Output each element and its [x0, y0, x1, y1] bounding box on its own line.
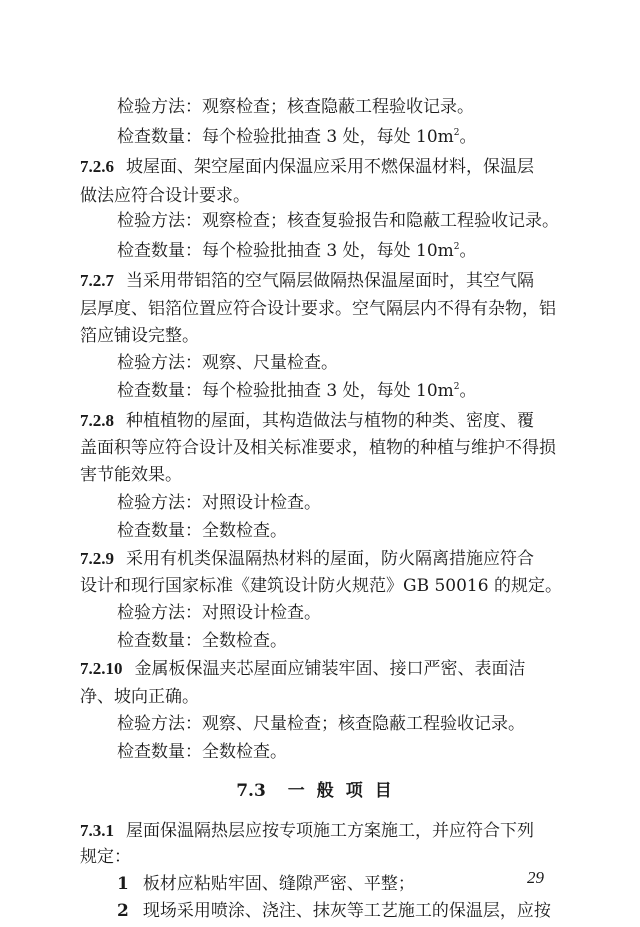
list-item-number: 1	[117, 874, 129, 894]
clause-number: 7.2.6	[80, 157, 114, 176]
section-heading	[0, 780, 640, 802]
text-line: 检查数量：每个检验批抽查 3 处，每处 $10m^2$。	[117, 241, 477, 261]
clause-line: 7.2.7 当采用带铝箔的空气隔层做隔热保温屋面时，其空气隔	[80, 271, 534, 291]
text-line: 检查数量：全数检查。	[117, 742, 287, 762]
text-line: 检查数量：全数检查。	[117, 631, 287, 651]
text-line: 检验方法：观察检查；核查隐蔽工程验收记录。	[117, 97, 474, 117]
text-line: 检验方法：对照设计检查。	[117, 493, 321, 513]
section-title: 一般项目	[287, 781, 404, 801]
clause-line: 7.2.6 坡屋面、架空屋面内保温应采用不燃保温材料，保温层	[80, 157, 534, 177]
section-number: 7.3	[236, 781, 266, 801]
clause-number: 7.2.9	[80, 549, 114, 568]
text-line: 检查数量：全数检查。	[117, 521, 287, 541]
text-line: 做法应符合设计要求。	[80, 186, 250, 206]
clause-number: 7.2.8	[80, 411, 114, 430]
list-item: 2 现场采用喷涂、浇注、抹灰等工艺施工的保温层，应按	[117, 901, 551, 921]
text-line: 检查数量：每个检验批抽查 3 处，每处 $10m^2$。	[117, 381, 477, 401]
list-item-number: 2	[117, 901, 129, 921]
text-line: 检验方法：对照设计检查。	[117, 603, 321, 623]
text-line: 设计和现行国家标准《建筑设计防火规范》GB 50016 的规定。	[80, 576, 562, 596]
clause-line: 7.2.10 金属板保温夹芯屋面应铺装牢固、接口严密、表面洁	[80, 659, 526, 679]
text-line: 净、坡向正确。	[80, 687, 199, 707]
text-line: 规定：	[80, 847, 131, 867]
clause-number: 7.2.10	[80, 659, 123, 678]
text-line: 检验方法：观察、尺量检查；核查隐蔽工程验收记录。	[117, 714, 525, 734]
clause-line: 7.2.8 种植植物的屋面，其构造做法与植物的种类、密度、覆	[80, 411, 534, 431]
clause-number: 7.3.1	[80, 821, 114, 840]
text-line: 箔应铺设完整。	[80, 326, 199, 346]
text-line: 检验方法：观察、尺量检查。	[117, 353, 338, 373]
page-number: 29	[527, 868, 544, 887]
text-line: 害节能效果。	[80, 465, 182, 485]
text-line: 检验方法：观察检查；核查复验报告和隐蔽工程验收记录。	[117, 211, 559, 231]
text-line: 盖面积等应符合设计及相关标准要求，植物的种植与维护不得损	[80, 438, 556, 458]
list-item: 1 板材应粘贴牢固、缝隙严密、平整；	[117, 874, 415, 894]
text-line: 检查数量：每个检验批抽查 3 处，每处 $10m^2$。	[117, 127, 477, 147]
clause-line: 7.3.1 屋面保温隔热层应按专项施工方案施工，并应符合下列	[80, 821, 534, 841]
clause-number: 7.2.7	[80, 271, 114, 290]
clause-line: 7.2.9 采用有机类保温隔热材料的屋面，防火隔离措施应符合	[80, 549, 534, 569]
text-line: 层厚度、铝箔位置应符合设计要求。空气隔层内不得有杂物，铝	[80, 299, 556, 319]
